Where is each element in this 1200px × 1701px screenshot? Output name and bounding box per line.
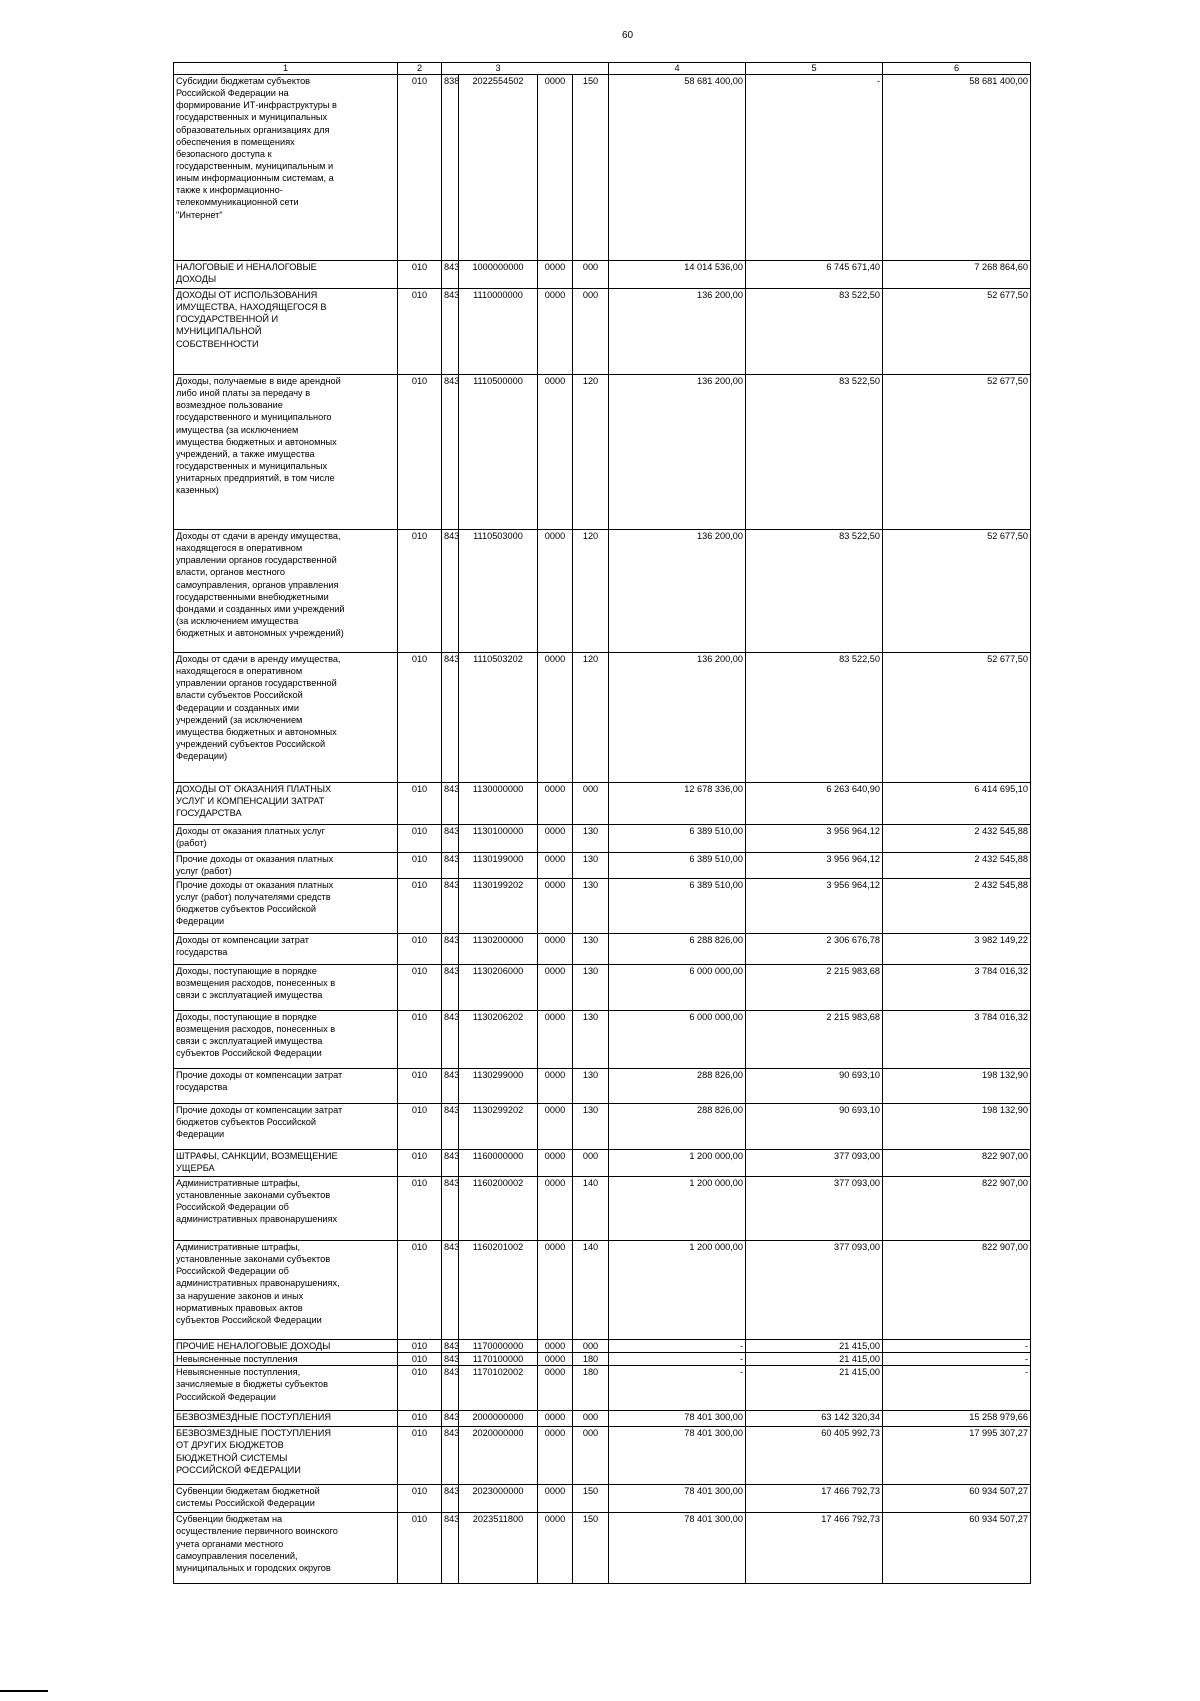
row-name: ШТРАФЫ, САНКЦИИ, ВОЗМЕЩЕНИЕ УЩЕРБА — [174, 1150, 398, 1177]
code-program: 0000 — [538, 783, 573, 825]
code-kosgu: 130 — [573, 825, 609, 853]
value-executed: 21 415,00 — [746, 1366, 883, 1411]
code-kbk: 1130199202 — [459, 879, 538, 934]
code-chief: 843 — [442, 965, 459, 1011]
table-row — [174, 653, 1031, 783]
value-executed: 3 956 964,12 — [746, 879, 883, 934]
code-program: 0000 — [538, 1069, 573, 1104]
value-approved: 1 200 000,00 — [609, 1241, 746, 1340]
row-name: Административные штрафы, установленные законами субъектов Российской Федерации об административных правонарушениях, за нарушение законов и иных нормативных правовых актов субъектов Российской Федерации — [174, 1241, 398, 1340]
value-approved: 78 401 300,00 — [609, 1411, 746, 1427]
code-kbk: 2023000000 — [459, 1485, 538, 1513]
value-approved: 6 389 510,00 — [609, 825, 746, 853]
budget-table — [173, 62, 1031, 1584]
row-name: БЕЗВОЗМЕЗДНЫЕ ПОСТУПЛЕНИЯ — [174, 1411, 398, 1427]
table-row — [174, 1411, 1031, 1427]
code-chief: 843 — [442, 1485, 459, 1513]
row-name: Прочие доходы от компенсации затрат бюджетов субъектов Российской Федерации — [174, 1104, 398, 1150]
code-kbk: 1170102002 — [459, 1366, 538, 1411]
value-unexecuted: 7 268 864,60 — [883, 261, 1031, 289]
table-row — [174, 853, 1031, 879]
row-name: Доходы от сдачи в аренду имущества, находящегося в оперативном управлении органов государственной власти субъектов Российской Федерации и созданных ими учреждений (за исключением имущества бюджетных и автономных учреждений субъектов Российской Федерации) — [174, 653, 398, 783]
value-unexecuted: 6 414 695,10 — [883, 783, 1031, 825]
value-executed: 377 093,00 — [746, 1177, 883, 1241]
code-program: 0000 — [538, 879, 573, 934]
value-executed: 83 522,50 — [746, 289, 883, 375]
code-kbk: 1160201002 — [459, 1241, 538, 1340]
code-admin: 010 — [398, 1104, 442, 1150]
value-approved: 288 826,00 — [609, 1104, 746, 1150]
code-kbk: 1000000000 — [459, 261, 538, 289]
code-chief: 843 — [442, 879, 459, 934]
code-chief: 843 — [442, 261, 459, 289]
code-admin: 010 — [398, 1366, 442, 1411]
code-chief: 843 — [442, 1241, 459, 1340]
code-kosgu: 130 — [573, 965, 609, 1011]
code-kosgu: 000 — [573, 1411, 609, 1427]
code-kbk: 1130200000 — [459, 934, 538, 965]
table-row — [174, 75, 1031, 261]
code-kosgu: 130 — [573, 934, 609, 965]
value-executed: 17 466 792,73 — [746, 1485, 883, 1513]
row-name: ПРОЧИЕ НЕНАЛОГОВЫЕ ДОХОДЫ — [174, 1340, 398, 1353]
code-kosgu: 000 — [573, 783, 609, 825]
value-unexecuted: 198 132,90 — [883, 1104, 1031, 1150]
code-admin: 010 — [398, 934, 442, 965]
code-kbk: 1110503202 — [459, 653, 538, 783]
value-unexecuted: 60 934 507,27 — [883, 1485, 1031, 1513]
table-body — [174, 75, 1031, 1584]
code-program: 0000 — [538, 375, 573, 530]
value-approved: 78 401 300,00 — [609, 1485, 746, 1513]
code-kbk: 1130206000 — [459, 965, 538, 1011]
table-row — [174, 1069, 1031, 1104]
value-unexecuted: 58 681 400,00 — [883, 75, 1031, 261]
value-unexecuted: 15 258 979,66 — [883, 1411, 1031, 1427]
code-kosgu: 000 — [573, 1150, 609, 1177]
code-kbk: 1130000000 — [459, 783, 538, 825]
header-row — [174, 63, 1031, 75]
value-unexecuted: 198 132,90 — [883, 1069, 1031, 1104]
value-unexecuted: 2 432 545,88 — [883, 825, 1031, 853]
value-approved: 78 401 300,00 — [609, 1513, 746, 1584]
code-admin: 010 — [398, 289, 442, 375]
row-name: ДОХОДЫ ОТ ОКАЗАНИЯ ПЛАТНЫХ УСЛУГ И КОМПЕНСАЦИИ ЗАТРАТ ГОСУДАРСТВА — [174, 783, 398, 825]
code-admin: 010 — [398, 261, 442, 289]
value-approved: 6 000 000,00 — [609, 1011, 746, 1069]
code-kosgu: 130 — [573, 1069, 609, 1104]
row-name: Субвенции бюджетам на осуществление первичного воинского учета органами местного самоуправления поселений, муниципальных и городских округов — [174, 1513, 398, 1584]
column-header-2: 2 — [398, 63, 442, 75]
value-executed: 2 215 983,68 — [746, 965, 883, 1011]
row-name: Доходы от оказания платных услуг (работ) — [174, 825, 398, 853]
code-chief: 843 — [442, 1104, 459, 1150]
code-kbk: 2023511800 — [459, 1513, 538, 1584]
code-kosgu: 130 — [573, 1104, 609, 1150]
code-program: 0000 — [538, 1427, 573, 1485]
value-approved: 6 000 000,00 — [609, 965, 746, 1011]
code-admin: 010 — [398, 375, 442, 530]
code-chief: 843 — [442, 289, 459, 375]
code-chief: 843 — [442, 1340, 459, 1353]
code-kosgu: 000 — [573, 1427, 609, 1485]
code-admin: 010 — [398, 1011, 442, 1069]
code-kbk: 1130299202 — [459, 1104, 538, 1150]
code-kosgu: 120 — [573, 530, 609, 653]
code-kosgu: 180 — [573, 1353, 609, 1366]
row-name: Невыясненные поступления — [174, 1353, 398, 1366]
value-unexecuted: 52 677,50 — [883, 530, 1031, 653]
code-admin: 010 — [398, 653, 442, 783]
code-admin: 010 — [398, 965, 442, 1011]
value-executed: 377 093,00 — [746, 1150, 883, 1177]
code-admin: 010 — [398, 1069, 442, 1104]
code-chief: 843 — [442, 1411, 459, 1427]
value-executed: 377 093,00 — [746, 1241, 883, 1340]
code-chief: 843 — [442, 1150, 459, 1177]
code-admin: 010 — [398, 783, 442, 825]
code-admin: 010 — [398, 853, 442, 879]
value-executed: - — [746, 75, 883, 261]
code-program: 0000 — [538, 261, 573, 289]
value-unexecuted: 3 784 016,32 — [883, 1011, 1031, 1069]
code-chief: 843 — [442, 1069, 459, 1104]
code-chief: 843 — [442, 375, 459, 530]
table-row — [174, 1340, 1031, 1353]
code-program: 0000 — [538, 1150, 573, 1177]
value-approved: 1 200 000,00 — [609, 1177, 746, 1241]
code-chief: 843 — [442, 1366, 459, 1411]
code-kbk: 1130206202 — [459, 1011, 538, 1069]
code-kosgu: 130 — [573, 853, 609, 879]
value-executed: 17 466 792,73 — [746, 1513, 883, 1584]
column-header-5: 5 — [746, 63, 883, 75]
table-row — [174, 261, 1031, 289]
code-program: 0000 — [538, 853, 573, 879]
column-header-6: 6 — [883, 63, 1031, 75]
code-kbk: 1160000000 — [459, 1150, 538, 1177]
value-unexecuted: 52 677,50 — [883, 289, 1031, 375]
code-chief: 843 — [442, 653, 459, 783]
code-kbk: 1130199000 — [459, 853, 538, 879]
code-admin: 010 — [398, 1427, 442, 1485]
code-program: 0000 — [538, 1411, 573, 1427]
code-kbk: 1130299000 — [459, 1069, 538, 1104]
value-approved: 136 200,00 — [609, 375, 746, 530]
code-kbk: 2022554502 — [459, 75, 538, 261]
code-kosgu: 130 — [573, 879, 609, 934]
value-unexecuted: 52 677,50 — [883, 375, 1031, 530]
row-name: Доходы от компенсации затрат государства — [174, 934, 398, 965]
value-executed: 3 956 964,12 — [746, 853, 883, 879]
code-kbk: 2020000000 — [459, 1427, 538, 1485]
row-name: Невыясненные поступления, зачисляемые в бюджеты субъектов Российской Федерации — [174, 1366, 398, 1411]
code-kosgu: 130 — [573, 1011, 609, 1069]
value-executed: 3 956 964,12 — [746, 825, 883, 853]
table-row — [174, 1150, 1031, 1177]
value-approved: 1 200 000,00 — [609, 1150, 746, 1177]
value-unexecuted: 822 907,00 — [883, 1241, 1031, 1340]
code-program: 0000 — [538, 1366, 573, 1411]
row-name: Доходы, получаемые в виде арендной либо иной платы за передачу в возмездное пользование государственного и муниципального имущества (за исключением имущества бюджетных и автономных учреждений, а также имущества государственных и муниципальных унитарных предприятий, в том числе казенных) — [174, 375, 398, 530]
row-name: БЕЗВОЗМЕЗДНЫЕ ПОСТУПЛЕНИЯ ОТ ДРУГИХ БЮДЖЕТОВ БЮДЖЕТНОЙ СИСТЕМЫ РОССИЙСКОЙ ФЕДЕРАЦИИ — [174, 1427, 398, 1485]
code-chief: 843 — [442, 934, 459, 965]
row-name: НАЛОГОВЫЕ И НЕНАЛОГОВЫЕ ДОХОДЫ — [174, 261, 398, 289]
code-admin: 010 — [398, 1411, 442, 1427]
code-program: 0000 — [538, 289, 573, 375]
code-admin: 010 — [398, 1353, 442, 1366]
value-approved: - — [609, 1340, 746, 1353]
code-chief: 843 — [442, 853, 459, 879]
code-kosgu: 140 — [573, 1241, 609, 1340]
code-chief: 843 — [442, 1427, 459, 1485]
code-kosgu: 120 — [573, 375, 609, 530]
code-kosgu: 150 — [573, 1485, 609, 1513]
value-approved: 78 401 300,00 — [609, 1427, 746, 1485]
code-admin: 010 — [398, 1340, 442, 1353]
code-admin: 010 — [398, 1150, 442, 1177]
table-row — [174, 1241, 1031, 1340]
table-row — [174, 289, 1031, 375]
value-executed: 2 306 676,78 — [746, 934, 883, 965]
page-number: 60 — [621, 30, 634, 41]
table-row — [174, 825, 1031, 853]
code-kbk: 1130100000 — [459, 825, 538, 853]
code-chief: 843 — [442, 1177, 459, 1241]
column-header-4: 4 — [609, 63, 746, 75]
value-unexecuted: 822 907,00 — [883, 1177, 1031, 1241]
code-admin: 010 — [398, 75, 442, 261]
code-admin: 010 — [398, 1177, 442, 1241]
value-approved: 12 678 336,00 — [609, 783, 746, 825]
code-chief: 838 — [442, 75, 459, 261]
code-program: 0000 — [538, 1241, 573, 1340]
table-row — [174, 879, 1031, 934]
value-unexecuted: 822 907,00 — [883, 1150, 1031, 1177]
column-header-3: 3 — [459, 63, 538, 75]
value-executed: 6 263 640,90 — [746, 783, 883, 825]
table-row — [174, 1485, 1031, 1513]
scan-artifact-line — [0, 1690, 48, 1692]
code-kbk: 1170000000 — [459, 1340, 538, 1353]
code-admin: 010 — [398, 825, 442, 853]
code-kbk: 1110503000 — [459, 530, 538, 653]
value-executed: 6 745 671,40 — [746, 261, 883, 289]
value-executed: 90 693,10 — [746, 1104, 883, 1150]
code-chief: 843 — [442, 1011, 459, 1069]
value-executed: 63 142 320,34 — [746, 1411, 883, 1427]
row-name: Доходы от сдачи в аренду имущества, находящегося в оперативном управлении органов государственной власти, органов местного самоуправления, органов управления государственными внебюджетными фондами и созданных ими учреждений (за исключением имущества бюджетных и автономных учреждений) — [174, 530, 398, 653]
code-kosgu: 180 — [573, 1366, 609, 1411]
row-name: Доходы, поступающие в порядке возмещения расходов, понесенных в связи с эксплуатацией имущества — [174, 965, 398, 1011]
value-executed: 2 215 983,68 — [746, 1011, 883, 1069]
code-program: 0000 — [538, 1011, 573, 1069]
table-row — [174, 783, 1031, 825]
value-executed: 83 522,50 — [746, 653, 883, 783]
value-approved: 288 826,00 — [609, 1069, 746, 1104]
code-program: 0000 — [538, 1104, 573, 1150]
value-approved: - — [609, 1366, 746, 1411]
value-executed: 83 522,50 — [746, 375, 883, 530]
value-approved: 6 389 510,00 — [609, 879, 746, 934]
code-program: 0000 — [538, 75, 573, 261]
code-admin: 010 — [398, 1241, 442, 1340]
code-admin: 010 — [398, 530, 442, 653]
code-kbk: 1110000000 — [459, 289, 538, 375]
row-name: Субвенции бюджетам бюджетной системы Российской Федерации — [174, 1485, 398, 1513]
value-approved: 14 014 536,00 — [609, 261, 746, 289]
code-kosgu: 150 — [573, 75, 609, 261]
value-executed: 21 415,00 — [746, 1340, 883, 1353]
code-program: 0000 — [538, 1353, 573, 1366]
code-chief: 843 — [442, 825, 459, 853]
code-admin: 010 — [398, 1513, 442, 1584]
row-name: Прочие доходы от оказания платных услуг (работ) — [174, 853, 398, 879]
value-approved: 136 200,00 — [609, 289, 746, 375]
code-program: 0000 — [538, 1513, 573, 1584]
value-executed: 60 405 992,73 — [746, 1427, 883, 1485]
value-executed: 90 693,10 — [746, 1069, 883, 1104]
code-kosgu: 150 — [573, 1513, 609, 1584]
value-approved: 136 200,00 — [609, 653, 746, 783]
value-unexecuted: 3 982 149,22 — [883, 934, 1031, 965]
code-admin: 010 — [398, 1485, 442, 1513]
column-header-1: 1 — [174, 63, 398, 75]
table-row — [174, 1513, 1031, 1584]
code-program: 0000 — [538, 1177, 573, 1241]
code-admin: 010 — [398, 879, 442, 934]
row-name: Административные штрафы, установленные законами субъектов Российской Федерации об административных правонарушениях — [174, 1177, 398, 1241]
value-unexecuted: - — [883, 1366, 1031, 1411]
code-kbk: 1110500000 — [459, 375, 538, 530]
code-kbk: 2000000000 — [459, 1411, 538, 1427]
value-unexecuted: 2 432 545,88 — [883, 879, 1031, 934]
code-kosgu: 000 — [573, 1340, 609, 1353]
value-unexecuted: - — [883, 1353, 1031, 1366]
table-row — [174, 934, 1031, 965]
code-program: 0000 — [538, 825, 573, 853]
table-row — [174, 1011, 1031, 1069]
value-unexecuted: 60 934 507,27 — [883, 1513, 1031, 1584]
code-program: 0000 — [538, 1340, 573, 1353]
code-kosgu: 000 — [573, 261, 609, 289]
code-program: 0000 — [538, 530, 573, 653]
row-name: ДОХОДЫ ОТ ИСПОЛЬЗОВАНИЯ ИМУЩЕСТВА, НАХОДЯЩЕГОСЯ В ГОСУДАРСТВЕННОЙ И МУНИЦИПАЛЬНОЙ СОБСТВЕННОСТИ — [174, 289, 398, 375]
table-row — [174, 1366, 1031, 1411]
code-program: 0000 — [538, 934, 573, 965]
code-kosgu: 140 — [573, 1177, 609, 1241]
row-name: Субсидии бюджетам субъектов Российской Федерации на формирование ИТ-инфраструктуры в государственных и муниципальных образовательных организациях для обеспечения в помещениях безопасного доступа к государственным, муниципальным и иным информационным системам, а также к информационно- телекоммуникационной сети "Интернет" — [174, 75, 398, 261]
table-row — [174, 1177, 1031, 1241]
value-unexecuted: - — [883, 1340, 1031, 1353]
table-row — [174, 1427, 1031, 1485]
code-program: 0000 — [538, 965, 573, 1011]
code-kosgu: 120 — [573, 653, 609, 783]
value-unexecuted: 52 677,50 — [883, 653, 1031, 783]
value-approved: 6 389 510,00 — [609, 853, 746, 879]
table-row — [174, 530, 1031, 653]
table-row — [174, 965, 1031, 1011]
code-kosgu: 000 — [573, 289, 609, 375]
value-executed: 83 522,50 — [746, 530, 883, 653]
value-approved: 6 288 826,00 — [609, 934, 746, 965]
code-chief: 843 — [442, 530, 459, 653]
code-program: 0000 — [538, 1485, 573, 1513]
row-name: Прочие доходы от оказания платных услуг (работ) получателями средств бюджетов субъектов Российской Федерации — [174, 879, 398, 934]
code-program: 0000 — [538, 653, 573, 783]
code-chief: 843 — [442, 783, 459, 825]
row-name: Доходы, поступающие в порядке возмещения расходов, понесенных в связи с эксплуатацией имущества субъектов Российской Федерации — [174, 1011, 398, 1069]
code-chief: 843 — [442, 1353, 459, 1366]
value-executed: 21 415,00 — [746, 1353, 883, 1366]
value-unexecuted: 3 784 016,32 — [883, 965, 1031, 1011]
code-kbk: 1160200002 — [459, 1177, 538, 1241]
value-unexecuted: 17 995 307,27 — [883, 1427, 1031, 1485]
value-approved: 58 681 400,00 — [609, 75, 746, 261]
code-kbk: 1170100000 — [459, 1353, 538, 1366]
code-chief: 843 — [442, 1513, 459, 1584]
table-row — [174, 1104, 1031, 1150]
value-approved: - — [609, 1353, 746, 1366]
table-row — [174, 375, 1031, 530]
value-unexecuted: 2 432 545,88 — [883, 853, 1031, 879]
value-approved: 136 200,00 — [609, 530, 746, 653]
table-row — [174, 1353, 1031, 1366]
row-name: Прочие доходы от компенсации затрат государства — [174, 1069, 398, 1104]
